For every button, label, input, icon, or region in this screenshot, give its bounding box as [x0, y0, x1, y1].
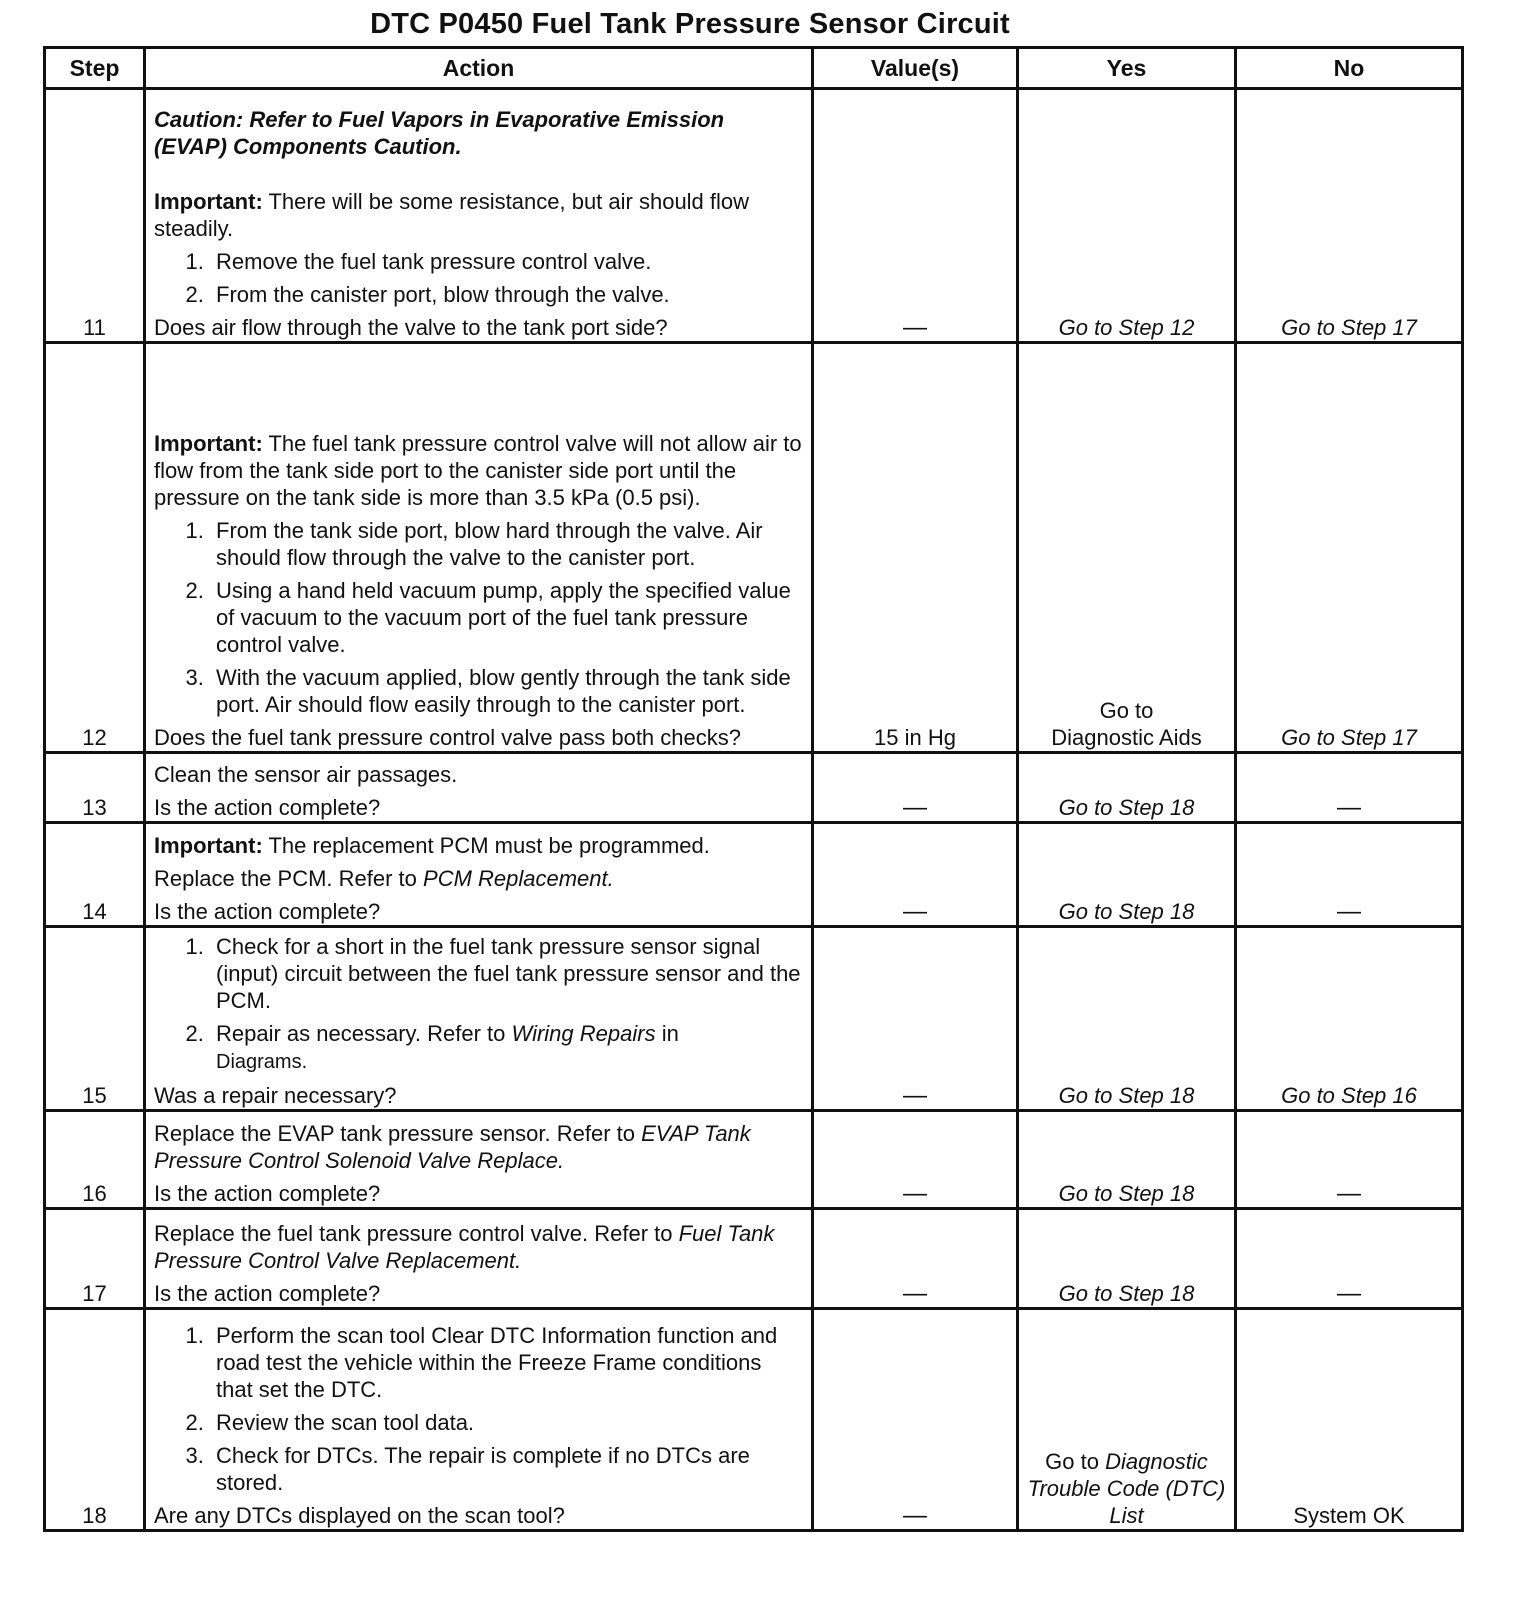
procedure-list [154, 517, 803, 718]
important-text: The replacement PCM must be programmed. [262, 833, 710, 858]
value-cell [813, 1309, 1018, 1531]
value-cell [813, 1209, 1018, 1309]
no-text: — [1337, 898, 1361, 925]
action-cell [145, 1309, 813, 1531]
value-text: — [903, 314, 927, 341]
list-item: 1. Remove the fuel tank pressure control valve. [210, 248, 803, 275]
value-text: — [903, 1082, 927, 1109]
action-cell [145, 927, 813, 1111]
reference-link: Fuel Tank Pressure Control Valve Replacement. [154, 1221, 775, 1273]
no-cell: Go to Step 17 [1236, 89, 1463, 343]
value-text: — [903, 898, 927, 925]
step-number: 15 [45, 927, 145, 1111]
list-item: 3. With the vacuum applied, blow gently through the tank side port. Air should flow easily through to the canister port. [210, 664, 803, 718]
reference-link: PCM Replacement. [423, 866, 614, 891]
list-item: 2. Using a hand held vacuum pump, apply the specified value of vacuum to the vacuum port of the fuel tank pressure control valve. [210, 577, 803, 658]
step-number: 14 [45, 823, 145, 927]
no-cell [1236, 1209, 1463, 1309]
important-label: Important: [154, 833, 263, 858]
question-text: Are any DTCs displayed on the scan tool? [154, 1503, 565, 1528]
no-text: — [1337, 794, 1361, 821]
list-item-text: Repair as necessary. Refer to [216, 1021, 512, 1046]
table-row [45, 89, 1463, 343]
yes-cell: Go to Step 18 [1018, 1209, 1236, 1309]
list-item: 2. From the canister port, blow through the valve. [210, 281, 803, 308]
header-values: Value(s) [813, 48, 1018, 89]
yes-cell [1018, 343, 1236, 753]
page-title: DTC P0450 Fuel Tank Pressure Sensor Circuit [370, 8, 1010, 40]
important-text: The fuel tank pressure control valve will not allow air to flow from the tank side port to the canister side port until the pressure on the tank side is more than 3.5 kPa (0.5 psi). [154, 431, 802, 510]
list-item: 3. Check for DTCs. The repair is complete if no DTCs are stored. [210, 1442, 803, 1496]
table-row [45, 753, 1463, 823]
question-text: Was a repair necessary? [154, 1083, 397, 1108]
yes-cell: Go to Step 18 [1018, 1111, 1236, 1209]
important-text: There will be some resistance, but air should flow steadily. [154, 189, 750, 241]
reference-link: Diagnostic Trouble Code (DTC) List [1027, 1449, 1226, 1528]
header-yes: Yes [1018, 48, 1236, 89]
question-text: Is the action complete? [154, 1281, 381, 1306]
procedure-list [154, 1322, 803, 1496]
action-text-main: Replace the PCM. Refer to [154, 866, 424, 891]
question-text: Does air flow through the valve to the tank port side? [154, 315, 668, 340]
table-row [45, 343, 1463, 753]
header-step: Step [45, 48, 145, 89]
procedure-list [154, 248, 803, 308]
diagnostic-table [43, 46, 1464, 1532]
list-item: 1. Check for a short in the fuel tank pressure sensor signal (input) circuit between the fuel tank pressure sensor and the PCM. [210, 933, 803, 1014]
action-text [154, 1220, 803, 1274]
action-text-main: Replace the EVAP tank pressure sensor. Refer to [154, 1121, 642, 1146]
yes-cell [1018, 1309, 1236, 1531]
action-cell [145, 823, 813, 927]
important-label: Important: [154, 431, 263, 456]
list-item [210, 1020, 803, 1076]
yes-cell: Go to Step 18 [1018, 823, 1236, 927]
no-cell: System OK [1236, 1309, 1463, 1531]
value-text: — [903, 1502, 927, 1529]
no-text: — [1337, 1180, 1361, 1207]
action-text: Clean the sensor air passages. [154, 762, 458, 787]
no-cell: Go to Step 17 [1236, 343, 1463, 753]
list-item: 1. From the tank side port, blow hard through the valve. Air should flow through the valve to the canister port. [210, 517, 803, 571]
list-item-text: Diagrams. [216, 1051, 308, 1073]
value-cell [813, 823, 1018, 927]
action-cell [145, 1209, 813, 1309]
question-text: Does the fuel tank pressure control valve pass both checks? [154, 725, 741, 750]
reference-link: EVAP Tank Pressure Control Solenoid Valve Replace. [154, 1121, 751, 1173]
no-cell [1236, 1111, 1463, 1209]
header-row [45, 48, 1463, 89]
step-number: 17 [45, 1209, 145, 1309]
action-cell [145, 753, 813, 823]
important-note [154, 430, 803, 511]
action-text [154, 1120, 803, 1174]
action-cell [145, 343, 813, 753]
table-row [45, 1209, 1463, 1309]
step-number: 18 [45, 1309, 145, 1531]
yes-text: Go to [1045, 1449, 1106, 1474]
header-action: Action [145, 48, 813, 89]
value-cell: 15 in Hg [813, 343, 1018, 753]
step-number: 12 [45, 343, 145, 753]
value-cell [813, 89, 1018, 343]
no-text: — [1337, 1280, 1361, 1307]
yes-line: Go to [1099, 698, 1154, 723]
step-number: 16 [45, 1111, 145, 1209]
no-cell [1236, 823, 1463, 927]
list-item: 2. Review the scan tool data. [210, 1409, 803, 1436]
yes-cell: Go to Step 12 [1018, 89, 1236, 343]
important-label: Important: [154, 189, 263, 214]
action-cell [145, 89, 813, 343]
important-note [154, 188, 803, 242]
step-number: 13 [45, 753, 145, 823]
list-item: 1. Perform the scan tool Clear DTC Information function and road test the vehicle within the Freeze Frame conditions that set the DTC. [210, 1322, 803, 1403]
value-text: — [903, 794, 927, 821]
action-text [154, 865, 803, 892]
list-item-text: in [655, 1021, 679, 1046]
no-cell [1236, 753, 1463, 823]
step-number: 11 [45, 89, 145, 343]
table-row [45, 823, 1463, 927]
table-row [45, 927, 1463, 1111]
value-cell [813, 1111, 1018, 1209]
caution-text: Caution: Refer to Fuel Vapors in Evaporative Emission (EVAP) Components Caution. [154, 107, 725, 159]
value-cell [813, 753, 1018, 823]
table-row [45, 1309, 1463, 1531]
yes-line: Diagnostic Aids [1051, 725, 1202, 750]
question-text: Is the action complete? [154, 795, 381, 820]
reference-link: Wiring Repairs [511, 1021, 656, 1046]
value-text: — [903, 1180, 927, 1207]
no-cell: Go to Step 16 [1236, 927, 1463, 1111]
value-cell [813, 927, 1018, 1111]
value-text: — [903, 1280, 927, 1307]
header-no: No [1236, 48, 1463, 89]
question-text: Is the action complete? [154, 1181, 381, 1206]
yes-cell: Go to Step 18 [1018, 927, 1236, 1111]
procedure-list [154, 933, 803, 1076]
action-text-main: Replace the fuel tank pressure control valve. Refer to [154, 1221, 679, 1246]
action-cell [145, 1111, 813, 1209]
question-text: Is the action complete? [154, 899, 381, 924]
yes-cell: Go to Step 18 [1018, 753, 1236, 823]
table-row [45, 1111, 1463, 1209]
important-note [154, 832, 803, 859]
